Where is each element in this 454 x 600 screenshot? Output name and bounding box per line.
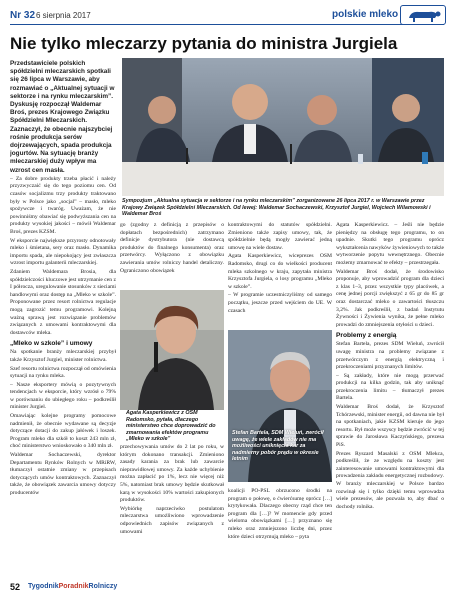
issue-number: Nr 32: [10, 10, 36, 21]
paragraph: Agata Kasperkiewicz. – Jeśli nie będzie pieniędzy na obsługę tego programu, to on upadnie. Skutki tego programu oprócz wykształcenia nawyków żywieniowych to także wytworzenie popytu wewnętrznego. Obecnie możemy zmarnować te efekty – przestrzegała.: [336, 222, 444, 266]
subheading-mleko-w-szkole: „Mleko w szkole” i umowy: [10, 340, 93, 348]
magazine-name-part: Tygodnik: [28, 583, 59, 590]
paragraph: przechowywania umów do 2 lat po roku, w którym dokonano transakcji. Zmieniono zasady karania za brak lub zawarcie nieprawidłowej umowy. Za każde uchybienie można zapłacić po 1%, lecz nie więcej niż 5%, natomiast brak umowy będzie skutkował karą w wysokości 10% wartości zakupionych produktów.: [120, 444, 224, 504]
paragraph: Szef resortu rolnictwa rozpoczął od omówienia sytuacji na rynku mleka.: [10, 365, 116, 380]
paragraph: – Są zakłady, które nie mogą przerwać produkcji na kilka godzin, tak aby uniknąć przekroczenia limitu – tłumaczył prezes Bartela.: [336, 372, 444, 402]
header-rule: [10, 24, 444, 25]
paragraph: Prezes Ryszard Masalski z OSM Mlekca, podkreślił, że ze względu na koszty jest zainteresowanie umowami kontraktowymi dla prowadzenia zakładu energetycznej rozbudowy. W branży mleczarskiej w Polsce bardzo rozwinął się i tylko dzięki temu wprowadza wiele prezesów, ale pozwala to, aby dbać o dochody rolnika.: [336, 450, 444, 510]
paragraph: go (zgodny z definicją z przepisów o dopłatach bezpośrednich) zatrzymano definicje dystrybutora (nie dostawcą produktów do finalnego konsumenta) oraz przetwórcy. Wyłączono z obowiązku zawierania umów rolniczy handel detaliczny. Ograniczono obowiązek: [120, 222, 224, 274]
column-right: [336, 222, 444, 578]
article-lead: Przedstawiciele polskich spółdzielni mleczarskich spotkali się 26 lipca w Warszawie, aby rozmawiać o „Aktualnej sytuacji w sektorze i na rynku mleczarskim”. Dyskusję rozpoczął Waldemar Broś, prezes Krajowego Związku Spółdzielni Mleczarskich. Zaznaczył, że obecnie najszybciej rośnie produkcja serów dojrzewających, spada produkcja jogurtów. Na sytuację branży mleczarskiej duży wpływ ma wzrost cen masła.: [10, 60, 115, 174]
magazine-name: [28, 583, 117, 590]
paragraph: Waldemar Broś dodał, że Krzysztof Tchórzewski, minister energii, od dawna nie był na spotkaniach, jakie KZSM kieruje do jego resortu. Był może wszyscy będzie zwrócić w tej sprawie do Jarosława Kaczyńskiego, prezesa PiS.: [336, 404, 444, 449]
paragraph: Wybiórkę naprzeciwko postulatom mleczarstwa umożliwiono wprowadzenie odpowiednich zapisów związanych z umowami: [120, 505, 224, 535]
column-right-center-bottom: [228, 488, 332, 578]
paragraph: Waldemar Broś dodał, że środowisko proponuje, aby wprowadzić program dla dzieci z klas 1–3, przez wszystkie typy placówek, a cenę jednej porcji zwiększyć z 65 gr do 85 gr oraz dostarczać mleko o zawartości tłuszczu 3,2%. Jak podkreślił, z badań Instytutu Żywności i Żywienia wynika, że pełne mleko prowadzi do zmniejszenia otyłości u dzieci.: [336, 268, 444, 328]
paragraph: – Za dobre produkty trzeba płacić i należy przyzwyczaić się do tego poziomu cen. Od czasów socjalizmu trzy produkty traktowano były w Polsce jako „socjal” – masło, mleko spożywcze i twaróg. Uważam, że nie powinniśmy obawiać się podwyższania cen na produkty wysokiej jakości – mówił Waldemar Broś, prezes KZSM.: [10, 175, 116, 235]
paragraph: W eksporcie największe przyrosty odnotowały mleko i śmietana, sery oraz masło. Dynamika importu spada, ale niepokojący jest zwłaszcza wzrost importu galanterii mleczarskiej.: [10, 237, 116, 267]
paragraph: – Nasze eksportery mówią o pozytywnych tendencjach w eksporcie, który wzrósł o 79% w porównaniu do ubiegłego roku – podkreślił minister Jurgiel.: [10, 381, 116, 411]
issue-date: 6 sierpnia 2017: [36, 11, 91, 20]
paragraph: Zdaniem Waldemara Brosia, dla spółdzielczości kluczowe jest utrzymanie cen z I półrocza, uregulowanie stosunków z sieciami handlowymi oraz dostęp na „Mleko w szkole”. Proponowane przez resort rolnictwa regulacje mogą zagrozić temu programowi. Kolejną ważną sprawą jest rozwiązanie problemów związanych z umowami kontraktowymi dla dostawców mleka.: [10, 268, 116, 336]
paragraph: Na spotkanie branży mleczarskiej przybył także Krzysztof Jurgiel, minister rolnictwa.: [10, 349, 116, 363]
column-right-center: [228, 222, 332, 326]
paragraph: Omawiając kolejne programy pomocowe nadmienił, że obecnie wydawane są decyzje dotyczące dotacji do zakup jałówek i loszek. Program mleko dla szkół to koszt 243 mln zł, choć ministerstwo wnioskowało o 340 mln zł.: [10, 413, 116, 450]
top-photo-caption: Sympozjum „Aktualna sytuacja w sektorze i na rynku mleczarskim” zorganizowane 26 lipca 2017 r. w Warszawie przez Krajowy Związek Spółdzielni Mleczarskich. Od lewej: Waldemar Sochaczewski, Krzysztof Jurgiel, Wojciech Wilamowski i Waldemar Broś: [122, 198, 431, 218]
section-brand: polskie mleko: [332, 9, 399, 20]
paragraph: Agata Kasperkiewicz, wiceprezes OSM Radomsko, drugi co do wielkości producent mleka szkolnego w kraju, zapytała ministra Krzysztofa Jurgiela, o losy programu „Mleko w szkole”.: [228, 253, 332, 290]
paragraph: – W programie uczestniczyliśmy od samego początku, jeszcze przed wejściem do UE. W czasach: [228, 292, 332, 314]
cow-logo-icon: [400, 5, 446, 25]
magazine-name-part: Poradnik: [58, 583, 89, 590]
column-middle-top: [120, 222, 224, 286]
subheading-problemy-z-energia: Problemy z energią: [336, 332, 397, 340]
paragraph: Waldemar Sochaczewski, dyrektor Departamentu Rynków Rolnych w MRiRW, tłumaczył ostatnie zmiany w przepisach dotyczących umów kontraktowych. Zaznaczył także, że obowiązek zawarcia umowy dotyczy producentów: [10, 452, 116, 496]
woman-photo: [120, 290, 224, 410]
magazine-name-part: Rolniczy: [88, 583, 118, 590]
meeting-photo: [122, 58, 444, 196]
paragraph: kontraktowymi do statutów spółdzielni. Zmieniono także zapisy umowy, tak, że spółdzielnie będą mogły zawierać jedną umowę na wiele dostaw.: [228, 222, 332, 251]
column-middle-bottom: [120, 444, 224, 578]
page-number: 52: [10, 582, 21, 592]
paragraph: koalicji PO-PSL obrzucono środki na program o połowę, o ćwierćsumę oprócz […] krytykowała. Dlaczego obecny rząd chce ten program dla […]? W momencie gdy przed wieloma obowiązkami […] przyznano się mleko oraz zmniejszono liczbę dni, przez które dzieci otrzymują mleko – pyta: [228, 488, 332, 540]
paragraph: Stefan Bartela, prezes SDM Wieluń, zwrócił uwagę ministra na problemy związane z przetwórczym z energią elektryczną i przekroczeniami przyznanych limitów.: [336, 341, 444, 371]
column-left: [10, 60, 116, 578]
man-photo-caption: Stefan Bartela, SDM Wieluń, zwrócił uwagę, że wiele zakładów nie ma możliwości uniknięcia kar za nadmierny pobór prądu w okresie letnim: [232, 430, 324, 463]
article-headline: Nie tylko mleczarzy pytania do ministra Jurgiela: [10, 34, 398, 53]
woman-photo-caption: Agata Kasperkiewicz z OSM Radomsko, pytała, dlaczego ministerstwo chce doprowadzić do zmarnowania efektów programu „Mleko w szkole”: [126, 410, 216, 443]
